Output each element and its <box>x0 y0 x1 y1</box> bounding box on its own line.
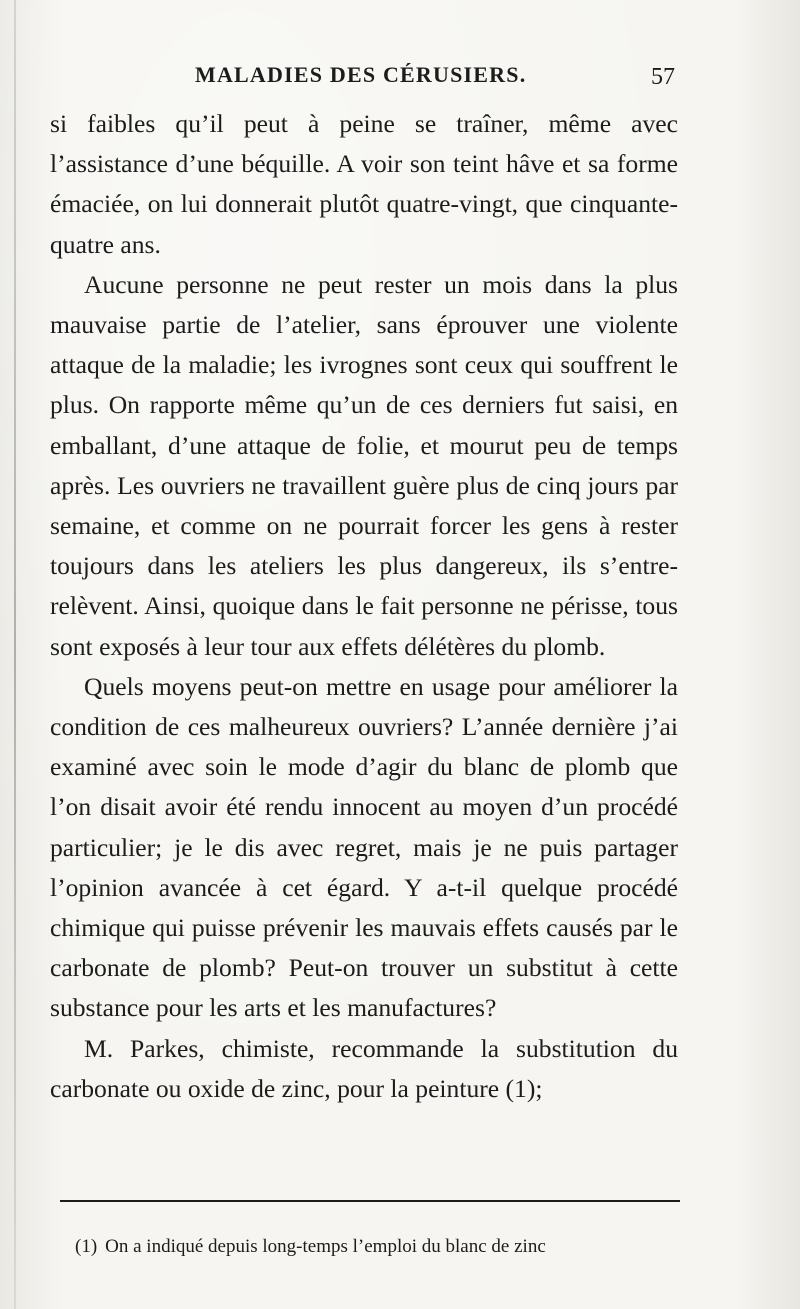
footnote-mark: (1) <box>75 1236 98 1257</box>
footnote-text: On a indiqué depuis long-temps l’emploi du blanc de zinc <box>105 1236 546 1257</box>
footnote-rule <box>60 1200 680 1202</box>
paragraph-continuation: si faibles qu’il peut à peine se traîner, même avec l’assistance d’une béquille. A voir son teint hâve et sa forme émaciée, on lui donnerait plutôt quatre-vingt, que cinquante-quatre ans. <box>50 109 678 259</box>
footnote <box>75 1235 685 1259</box>
paragraph-workshop: Aucune personne ne peut rester un mois dans la plus mauvaise partie de l’atelier, sans éprouver une violente attaque de la maladie; les ivrognes sont ceux qui souffrent le plus. On rapporte même qu’un de ces derniers fut saisi, en emballant, d’une attaque de folie, et mourut peu de temps après. Les ouvriers ne travaillent guère plus de cinq jours par semaine, et comme on ne pourrait forcer les gens à rester toujours dans les ateliers les plus dangereux, ils s’entre-relèvent. Ainsi, quoique dans le fait personne ne périsse, tous sont exposés à leur tour aux effets délétères du plomb. <box>50 269 678 661</box>
paragraph-parkes: M. Parkes, chimiste, recommande la substitution du carbonate ou oxide de zinc, pour la peinture (1); <box>50 1033 678 1103</box>
page-number: 57 <box>651 64 675 90</box>
paragraph-remedies: Quels moyens peut-on mettre en usage pour améliorer la condition de ces malheureux ouvriers? L’année dernière j’ai examiné avec soin le mode d’agir du blanc de plomb que l’on disait avoir été rendu innocent au moyen d’un procédé particulier; je le dis avec regret, mais je ne puis partager l’opinion avancée à cet égard. Y a-t-il quelque procédé chimique qui puisse prévenir les mauvais effets causés par le carbonate de plomb? Peut-on trouver un substitut à cette substance pour les arts et les manufactures? <box>50 671 678 1023</box>
page-header <box>195 62 685 96</box>
page-edge-shadow <box>14 0 16 1309</box>
body-text <box>50 104 678 1109</box>
running-title: MALADIES DES CÉRUSIERS. <box>195 62 527 87</box>
